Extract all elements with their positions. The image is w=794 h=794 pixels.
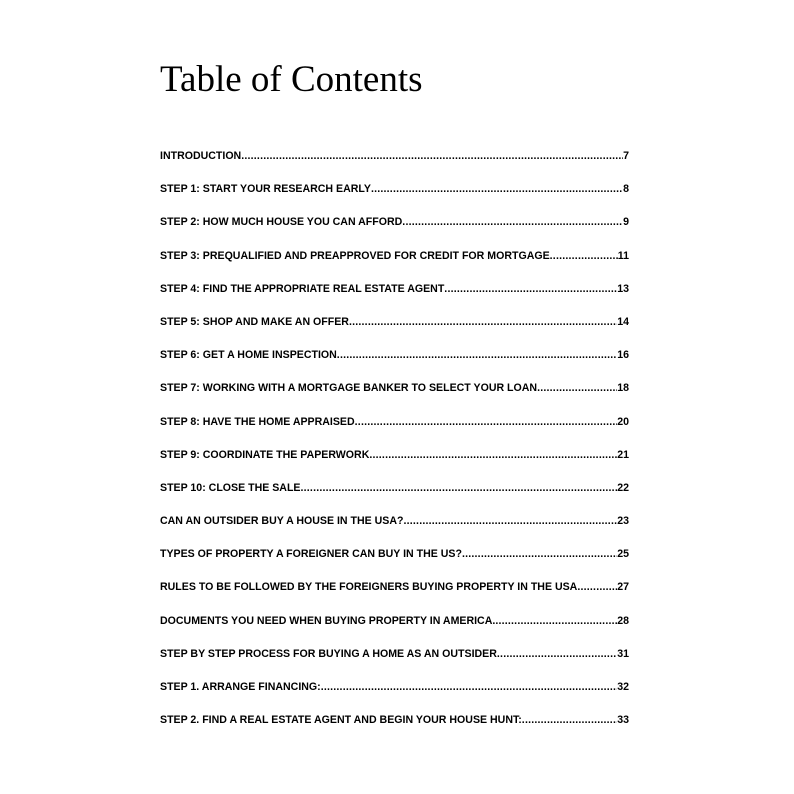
toc-dot-leader xyxy=(371,179,623,199)
toc-entry[interactable] xyxy=(160,279,629,312)
toc-entry-page-number: 16 xyxy=(617,349,629,362)
toc-entry-label: STEP 4: FIND THE APPROPRIATE REAL ESTATE AGENT xyxy=(160,282,445,295)
toc-entry-label: RULES TO BE FOLLOWED BY THE FOREIGNERS BUYING PROPERTY IN THE USA xyxy=(160,581,578,594)
toc-dot-leader xyxy=(462,544,617,564)
toc-entry-page-number: 23 xyxy=(617,515,629,528)
toc-entry[interactable] xyxy=(160,179,629,212)
toc-entry-label: STEP 9: COORDINATE THE PAPERWORK xyxy=(160,448,370,461)
toc-dot-leader xyxy=(241,146,623,166)
toc-dot-leader xyxy=(337,345,617,365)
toc-entry[interactable] xyxy=(160,577,629,610)
toc-entry-page-number: 14 xyxy=(617,315,629,328)
toc-entry-label: STEP 6: GET A HOME INSPECTION xyxy=(160,349,337,362)
toc-entry-page-number: 31 xyxy=(617,647,629,660)
toc-dot-leader xyxy=(577,577,617,597)
toc-entry-label: STEP 3: PREQUALIFIED AND PREAPPROVED FOR CREDIT FOR MORTGAGE xyxy=(160,249,550,262)
toc-dot-leader xyxy=(301,478,618,498)
toc-entry-page-number: 18 xyxy=(617,382,629,395)
toc-entry-page-number: 13 xyxy=(617,282,629,295)
toc-entry-label: STEP 7: WORKING WITH A MORTGAGE BANKER TO SELECT YOUR LOAN xyxy=(160,382,538,395)
toc-dot-leader xyxy=(444,279,617,299)
toc-dot-leader xyxy=(355,412,618,432)
toc-entry-page-number: 7 xyxy=(623,150,629,162)
toc-entry-label: TYPES OF PROPERTY A FOREIGNER CAN BUY IN THE US? xyxy=(160,548,462,561)
toc-entry[interactable] xyxy=(160,644,629,677)
toc-entry-label: STEP 1. ARRANGE FINANCING: xyxy=(160,681,321,693)
toc-entry[interactable] xyxy=(160,710,629,743)
toc-entry-label: STEP 2. FIND A REAL ESTATE AGENT AND BEGIN YOUR HOUSE HUNT: xyxy=(160,714,522,727)
toc-dot-leader xyxy=(403,511,617,531)
toc-entry-label: STEP 5: SHOP AND MAKE AN OFFER xyxy=(160,315,349,328)
toc-entry[interactable] xyxy=(160,345,629,378)
toc-entry-page-number: 21 xyxy=(617,448,629,461)
toc-entry[interactable] xyxy=(160,412,629,445)
toc-dot-leader xyxy=(349,312,617,332)
toc-entry-page-number: 28 xyxy=(617,614,629,627)
toc-entry-label: STEP 10: CLOSE THE SALE xyxy=(160,481,301,494)
toc-entry-page-number: 9 xyxy=(623,216,629,229)
page-title: Table of Contents xyxy=(160,59,423,100)
toc-entry[interactable] xyxy=(160,312,629,345)
toc-entry-page-number: 25 xyxy=(617,548,629,561)
toc-entry[interactable] xyxy=(160,212,629,245)
toc-entry-label: DOCUMENTS YOU NEED WHEN BUYING PROPERTY IN AMERICA. xyxy=(160,614,496,627)
toc-entry-page-number: 8 xyxy=(623,183,629,196)
toc-dot-leader xyxy=(537,378,617,398)
toc-entry[interactable] xyxy=(160,677,629,710)
toc-dot-leader xyxy=(497,644,617,664)
toc-dot-leader xyxy=(550,246,618,266)
toc-entry-page-number: 22 xyxy=(617,481,629,494)
toc-dot-leader xyxy=(495,611,617,631)
toc-entry[interactable] xyxy=(160,478,629,511)
toc-dot-leader xyxy=(522,710,617,730)
toc-entry[interactable] xyxy=(160,146,629,179)
toc-entry-label: STEP BY STEP PROCESS FOR BUYING A HOME AS AN OUTSIDER xyxy=(160,647,497,660)
toc-entry-page-number: 11 xyxy=(617,249,629,262)
toc-entry-label: STEP 8: HAVE THE HOME APPRAISED xyxy=(160,415,355,428)
toc-entry-page-number: 32 xyxy=(617,681,629,693)
toc-entry[interactable] xyxy=(160,611,629,644)
toc-entry-label: STEP 2: HOW MUCH HOUSE YOU CAN AFFORD xyxy=(160,216,403,229)
toc-entry-page-number: 33 xyxy=(617,714,629,727)
toc-entry-label: INTRODUCTION xyxy=(160,150,242,162)
toc-entry[interactable] xyxy=(160,445,629,478)
toc-list xyxy=(160,146,629,743)
toc-entry-page-number: 27 xyxy=(617,581,629,594)
toc-entry-label: CAN AN OUTSIDER BUY A HOUSE IN THE USA? xyxy=(160,515,404,528)
toc-entry-page-number: 20 xyxy=(617,415,629,428)
toc-entry[interactable] xyxy=(160,246,629,279)
toc-entry[interactable] xyxy=(160,378,629,411)
toc-entry[interactable] xyxy=(160,544,629,577)
toc-dot-leader xyxy=(369,445,617,465)
toc-entry-label: STEP 1: START YOUR RESEARCH EARLY xyxy=(160,183,371,196)
toc-dot-leader xyxy=(321,677,618,697)
toc-entry[interactable] xyxy=(160,511,629,544)
toc-dot-leader xyxy=(402,212,623,232)
